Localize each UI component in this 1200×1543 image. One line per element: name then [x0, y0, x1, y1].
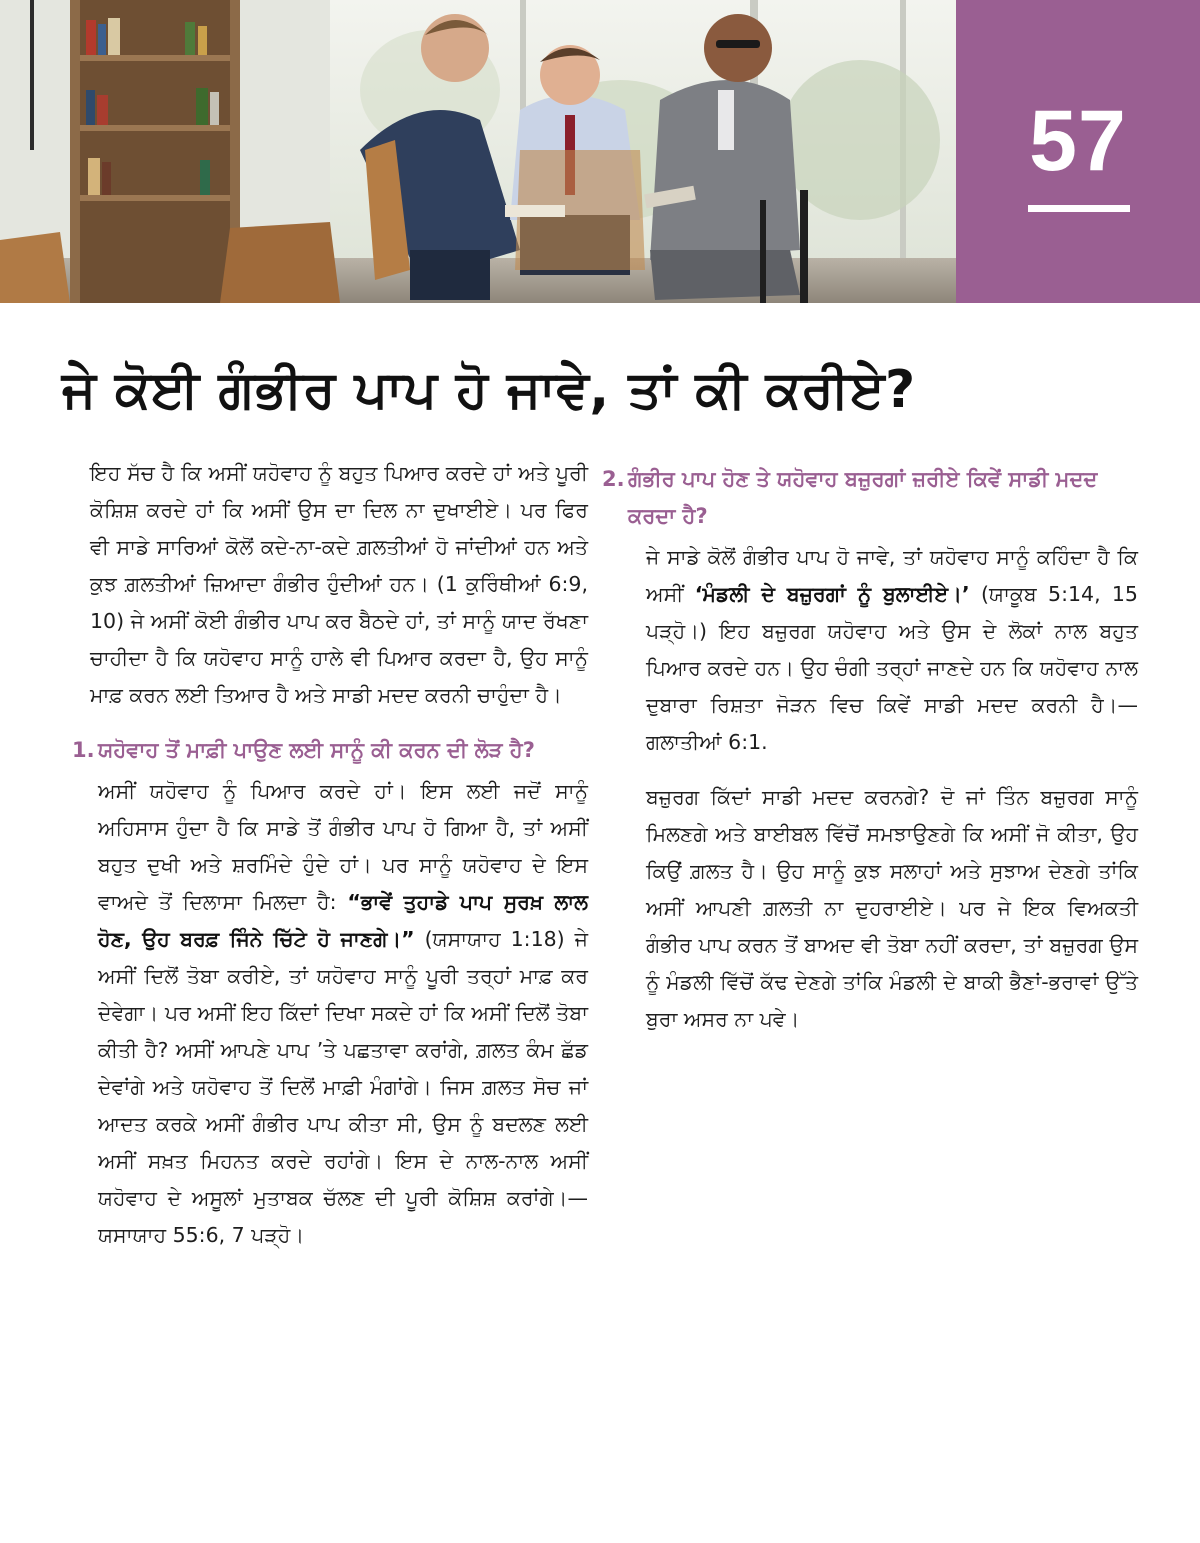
answer-1 — [90, 773, 588, 1254]
answer-2-text-after: (ਯਾਕੂਬ 5:14, 15 ਪੜ੍ਹੋ।) ਇਹ ਬਜ਼ੁਰਗ ਯਹੋਵਾਹ ਅਤੇ ਉਸ ਦੇ ਲੋਕਾਂ ਨਾਲ ਬਹੁਤ ਪਿਆਰ ਕਰਦੇ ਹਨ। ਉਹ ਚੰਗੀ ਤਰ੍ਹਾਂ ਜਾਣਦੇ ਹਨ ਕਿ ਯਹੋਵਾਹ ਨਾਲ ਦੁਬਾਰਾ ਰਿਸ਼ਤਾ ਜੋੜਨ ਵਿਚ ਕਿਵੇਂ ਸਾਡੀ ਮਦਦ ਕਰਨੀ ਹੈ।—ਗਲਾਤੀਆਂ 6:1. — [646, 582, 1138, 754]
question-1-text: ਯਹੋਵਾਹ ਤੋਂ ਮਾਫ਼ੀ ਪਾਉਣ ਲਈ ਸਾਨੂੰ ਕੀ ਕਰਨ ਦੀ ਲੋੜ ਹੈ? — [98, 738, 535, 762]
lesson-number-underline — [1028, 205, 1130, 212]
hero-photo — [0, 0, 956, 303]
right-column — [602, 455, 1138, 1056]
question-2 — [602, 461, 1138, 535]
question-2-text: ਗੰਭੀਰ ਪਾਪ ਹੋਣ ਤੇ ਯਹੋਵਾਹ ਬਜ਼ੁਰਗਾਂ ਜ਼ਰੀਏ ਕਿਵੇਂ ਸਾਡੀ ਮਦਦ ਕਰਦਾ ਹੈ? — [628, 467, 1098, 528]
answer-2-paragraph-2: ਬਜ਼ੁਰਗ ਕਿੱਦਾਂ ਸਾਡੀ ਮਦਦ ਕਰਨਗੇ? ਦੋ ਜਾਂ ਤਿੰਨ ਬਜ਼ੁਰਗ ਸਾਨੂੰ ਮਿਲਣਗੇ ਅਤੇ ਬਾਈਬਲ ਵਿੱਚੋਂ ਸਮਝਾਉਣਗੇ ਕਿ ਅਸੀਂ ਜੋ ਕੀਤਾ, ਉਹ ਕਿਉਂ ਗ਼ਲਤ ਹੈ। ਉਹ ਸਾਨੂੰ ਕੁਝ ਸਲਾਹਾਂ ਅਤੇ ਸੁਝਾਅ ਦੇਣਗੇ ਤਾਂਕਿ ਅਸੀਂ ਆਪਣੀ ਗ਼ਲਤੀ ਨਾ ਦੁਹਰਾਈਏ। ਪਰ ਜੇ ਇਕ ਵਿਅਕਤੀ ਗੰਭੀਰ ਪਾਪ ਕਰਨ ਤੋਂ ਬਾਅਦ ਵੀ ਤੋਬਾ ਨਹੀਂ ਕਰਦਾ, ਤਾਂ ਬਜ਼ੁਰਗ ਉਸ ਨੂੰ ਮੰਡਲੀ ਵਿੱਚੋਂ ਕੱਢ ਦੇਣਗੇ ਤਾਂਕਿ ਮੰਡਲੀ ਦੇ ਬਾਕੀ ਭੈਣਾਂ-ਭਰਾਵਾਂ ਉੱਤੇ ਬੁਰਾ ਅਸਰ ਨਾ ਪਵੇ। — [646, 785, 1138, 1031]
answer-2-paragraph-1 — [646, 539, 1138, 761]
page-title: ਜੇ ਕੋਈ ਗੰਭੀਰ ਪਾਪ ਹੋ ਜਾਵੇ, ਤਾਂ ਕੀ ਕਰੀਏ? — [62, 360, 916, 420]
answer-2 — [620, 539, 1138, 1038]
question-2-number: 2. — [602, 467, 625, 491]
lesson-number-panel — [956, 0, 1200, 303]
intro-paragraph: ਇਹ ਸੱਚ ਹੈ ਕਿ ਅਸੀਂ ਯਹੋਵਾਹ ਨੂੰ ਬਹੁਤ ਪਿਆਰ ਕਰਦੇ ਹਾਂ ਅਤੇ ਪੂਰੀ ਕੋਸ਼ਿਸ਼ ਕਰਦੇ ਹਾਂ ਕਿ ਅਸੀਂ ਉਸ ਦਾ ਦਿਲ ਨਾ ਦੁਖਾਈਏ। ਪਰ ਫਿਰ ਵੀ ਸਾਡੇ ਸਾਰਿਆਂ ਕੋਲੋਂ ਕਦੇ-ਨਾ-ਕਦੇ ਗ਼ਲਤੀਆਂ ਹੋ ਜਾਂਦੀਆਂ ਹਨ ਅਤੇ ਕੁਝ ਗ਼ਲਤੀਆਂ ਜ਼ਿਆਦਾ ਗੰਭੀਰ ਹੁੰਦੀਆਂ ਹਨ। (1 ਕੁਰਿੰਥੀਆਂ 6:9, 10) ਜੇ ਅਸੀਂ ਕੋਈ ਗੰਭੀਰ ਪਾਪ ਕਰ ਬੈਠਦੇ ਹਾਂ, ਤਾਂ ਸਾਨੂੰ ਯਾਦ ਰੱਖਣਾ ਚਾਹੀਦਾ ਹੈ ਕਿ ਯਹੋਵਾਹ ਸਾਨੂੰ ਹਾਲੇ ਵੀ ਪਿਆਰ ਕਰਦਾ ਹੈ, ਉਹ ਸਾਨੂੰ ਮਾਫ਼ ਕਰਨ ਲਈ ਤਿਆਰ ਹੈ ਅਤੇ ਸਾਡੀ ਮਦਦ ਕਰਨੀ ਚਾਹੁੰਦਾ ਹੈ। — [90, 461, 588, 707]
answer-2-quote: ‘ਮੰਡਲੀ ਦੇ ਬਜ਼ੁਰਗਾਂ ਨੂੰ ਬੁਲਾਈਏ।’ — [694, 582, 970, 606]
answer-1-text-after: (ਯਸਾਯਾਹ 1:18) ਜੇ ਅਸੀਂ ਦਿਲੋਂ ਤੋਬਾ ਕਰੀਏ, ਤਾਂ ਯਹੋਵਾਹ ਸਾਨੂੰ ਪੂਰੀ ਤਰ੍ਹਾਂ ਮਾਫ਼ ਕਰ ਦੇਵੇਗਾ। ਪਰ ਅਸੀਂ ਇਹ ਕਿੱਦਾਂ ਦਿਖਾ ਸਕਦੇ ਹਾਂ ਕਿ ਅਸੀਂ ਦਿਲੋਂ ਤੋਬਾ ਕੀਤੀ ਹੈ? ਅਸੀਂ ਆਪਣੇ ਪਾਪ ’ਤੇ ਪਛਤਾਵਾ ਕਰਾਂਗੇ, ਗ਼ਲਤ ਕੰਮ ਛੱਡ ਦੇਵਾਂਗੇ ਅਤੇ ਯਹੋਵਾਹ ਤੋਂ ਦਿਲੋਂ ਮਾਫ਼ੀ ਮੰਗਾਂਗੇ। ਜਿਸ ਗ਼ਲਤ ਸੋਚ ਜਾਂ ਆਦਤ ਕਰਕੇ ਅਸੀਂ ਗੰਭੀਰ ਪਾਪ ਕੀਤਾ ਸੀ, ਉਸ ਨੂੰ ਬਦਲਣ ਲਈ ਅਸੀਂ ਸਖ਼ਤ ਮਿਹਨਤ ਕਰਦੇ ਰਹਾਂਗੇ। ਇਸ ਦੇ ਨਾਲ-ਨਾਲ ਅਸੀਂ ਯਹੋਵਾਹ ਦੇ ਅਸੂਲਾਂ ਮੁਤਾਬਕ ਚੱਲਣ ਦੀ ਪੂਰੀ ਕੋਸ਼ਿਸ਼ ਕਰਾਂਗੇ।—ਯਸਾਯਾਹ 55:6, 7 ਪੜ੍ਹੋ। — [98, 927, 589, 1247]
question-1 — [72, 732, 588, 769]
left-column — [72, 455, 589, 1272]
answer-1-quote: “ਭਾਵੇਂ ਤੁਹਾਡੇ ਪਾਪ ਸੁਰਖ਼ ਲਾਲ ਹੋਣ, ਉਹ ਬਰਫ਼ ਜਿੰਨੇ ਚਿੱਟੇ ਹੋ ਜਾਣਗੇ।” — [98, 890, 588, 951]
answer-1-text-before: ਅਸੀਂ ਯਹੋਵਾਹ ਨੂੰ ਪਿਆਰ ਕਰਦੇ ਹਾਂ। ਇਸ ਲਈ ਜਦੋਂ ਸਾਨੂੰ ਅਹਿਸਾਸ ਹੁੰਦਾ ਹੈ ਕਿ ਸਾਡੇ ਤੋਂ ਗੰਭੀਰ ਪਾਪ ਹੋ ਗਿਆ ਹੈ, ਤਾਂ ਅਸੀਂ ਬਹੁਤ ਦੁਖੀ ਅਤੇ ਸ਼ਰਮਿੰਦੇ ਹੁੰਦੇ ਹਾਂ। ਪਰ ਸਾਨੂੰ ਯਹੋਵਾਹ ਦੇ ਇਸ ਵਾਅਦੇ ਤੋਂ ਦਿਲਾਸਾ ਮਿਲਦਾ ਹੈ: — [98, 779, 588, 914]
hero-illustration — [0, 0, 956, 303]
answer-2-text-before: ਜੇ ਸਾਡੇ ਕੋਲੋਂ ਗੰਭੀਰ ਪਾਪ ਹੋ ਜਾਵੇ, ਤਾਂ ਯਹੋਵਾਹ ਸਾਨੂੰ ਕਹਿੰਦਾ ਹੈ ਕਿ ਅਸੀਂ — [646, 545, 1138, 606]
answer-1-paragraph — [98, 773, 588, 1254]
question-1-number: 1. — [72, 738, 95, 762]
lesson-number: 57 — [1029, 93, 1127, 189]
